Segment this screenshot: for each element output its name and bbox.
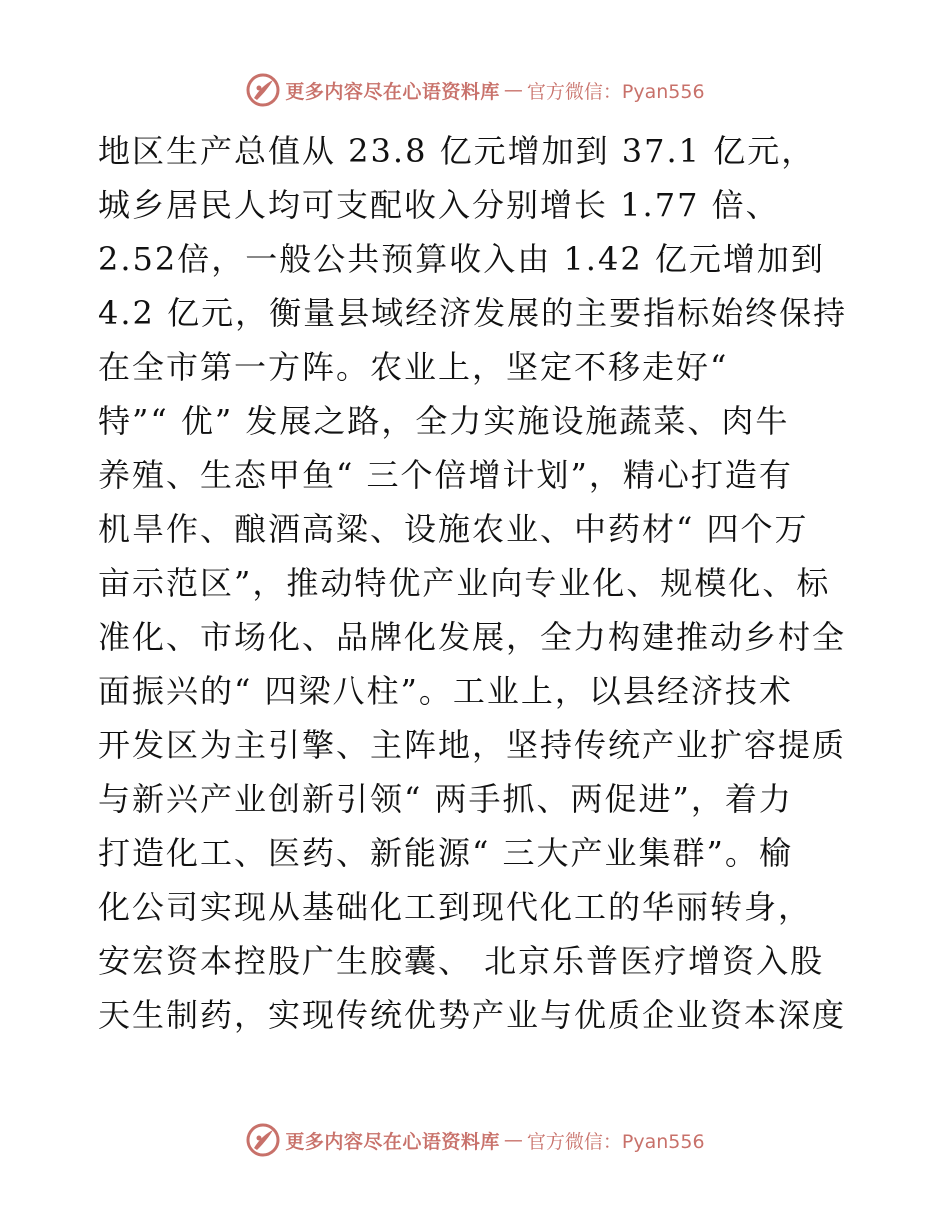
body-text-line: 开发区为主引擎、主阵地，坚持传统产业扩容提质: [98, 726, 847, 764]
body-text-line: 面振兴的“ 四梁八柱”。工业上，以县经济技术: [98, 672, 793, 710]
body-text-line: 与新兴产业创新引领“ 两手抓、两促进”，着力: [98, 780, 793, 818]
footer-watermark: [0, 1118, 950, 1162]
watermark-dash: —: [503, 79, 523, 101]
watermark-wechat-text: 官方微信：Pyan556: [526, 80, 705, 103]
brush-logo-icon: [245, 1122, 281, 1158]
watermark-wechat-text: 官方微信：Pyan556: [526, 1130, 705, 1153]
body-text-line: 2.52倍，一般公共预算收入由 1.42 亿元增加到: [98, 240, 825, 278]
body-text-line: 准化、市场化、品牌化发展，全力构建推动乡村全: [98, 618, 847, 656]
watermark-dash: —: [503, 1129, 523, 1151]
body-text-line: 亩示范区”，推动特优产业向专业化、规模化、标: [98, 564, 831, 602]
body-text-line: 打造化工、医药、新能源“ 三大产业集群”。榆: [98, 834, 793, 872]
body-text-line: 机旱作、酿酒高粱、设施农业、中药材“ 四个万: [98, 510, 809, 548]
body-text-line: 天生制药，实现传统优势产业与优质企业资本深度: [98, 996, 847, 1034]
body-text-line: 化公司实现从基础化工到现代化工的华丽转身，: [98, 888, 813, 926]
body-text-line: 4.2 亿元，衡量县域经济发展的主要指标始终保持: [98, 294, 848, 332]
document-body: [98, 124, 888, 1042]
body-text-line: 特”“ 优” 发展之路，全力实施设施蔬菜、肉牛: [98, 402, 790, 440]
body-text-line: 地区生产总值从 23.8 亿元增加到 37.1 亿元，: [98, 132, 816, 170]
watermark-main-text: 更多内容尽在心语资料库: [285, 80, 500, 103]
watermark-main-text: 更多内容尽在心语资料库: [285, 1130, 500, 1153]
body-text-line: 在全市第一方阵。农业上，坚定不移走好“: [98, 348, 729, 386]
header-watermark: [0, 68, 950, 112]
brush-logo-icon: [245, 72, 281, 108]
body-text-line: 养殖、生态甲鱼“ 三个倍增计划”，精心打造有: [98, 456, 793, 494]
body-text-line: 安宏资本控股广生胶囊、 北京乐普医疗增资入股: [98, 942, 825, 980]
body-text-line: 城乡居民人均可支配收入分别增长 1.77 倍、: [98, 186, 780, 224]
